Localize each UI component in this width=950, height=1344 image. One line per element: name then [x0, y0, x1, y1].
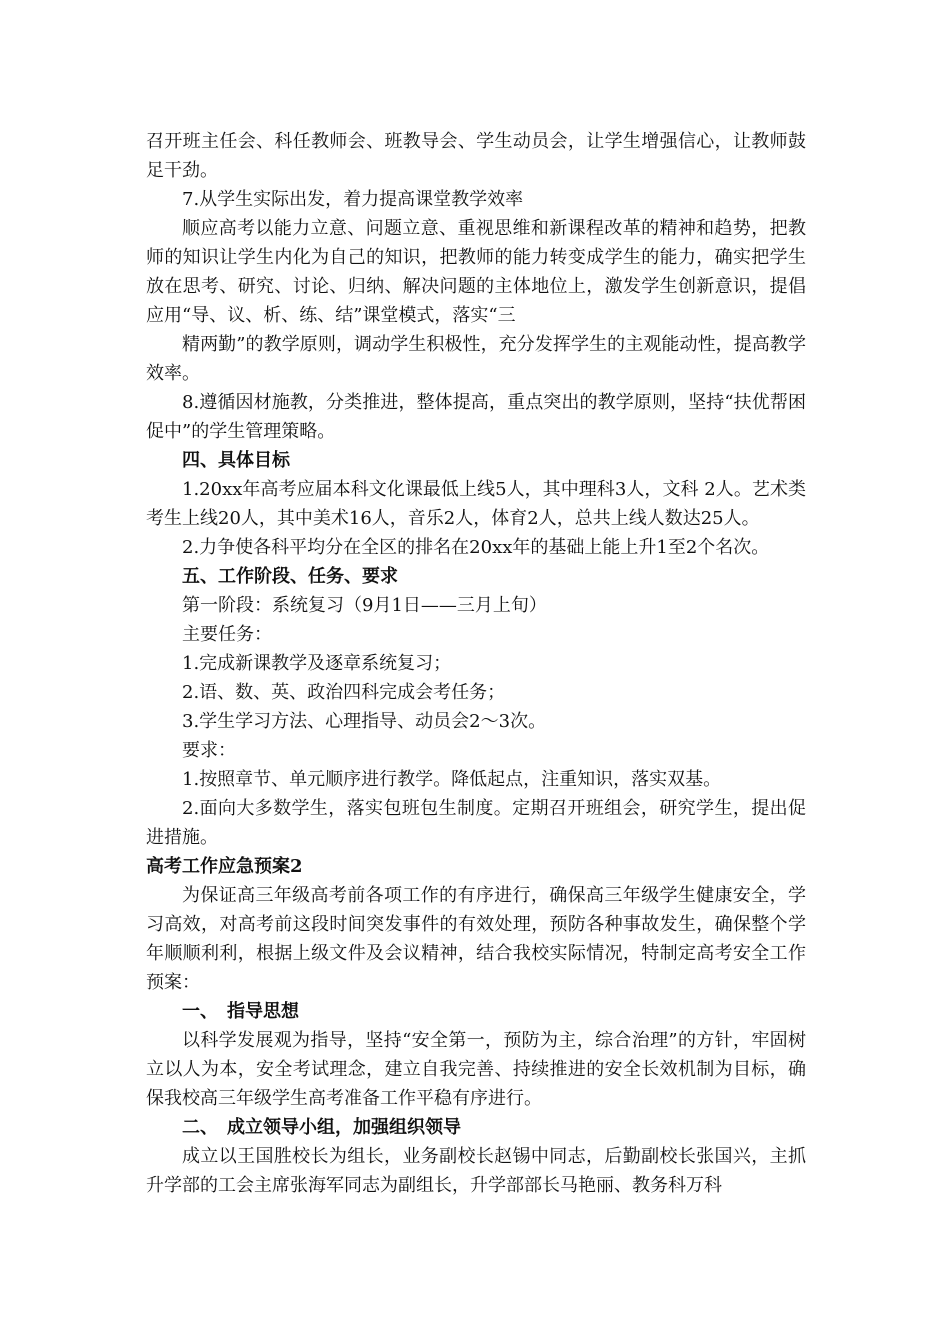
section-heading: 一、 指导思想: [182, 1001, 299, 1022]
paragraph: 成立以王国胜校长为组长，业务副校长赵锡中同志，后勤副校长张国兴，主抓升学部的工会主席张海军同志为副组长，升学部部长马艳丽、教务科万科: [146, 1146, 806, 1196]
paragraph: 8.遵循因材施教，分类推进，整体提高，重点突出的教学原则，坚持“扶优帮困促中”的学生管理策略。: [146, 392, 806, 442]
paragraph: 精两勤”的教学原则，调动学生积极性，充分发挥学生的主观能动性，提高教学效率。: [146, 334, 806, 384]
paragraph: 要求：: [182, 740, 236, 761]
paragraph: 1.20xx年高考应届本科文化课最低上线5人，其中理科3人，文科 2人。艺术类考生上线20人，其中美术16人，音乐2人，体育2人，总共上线人数达25人。: [146, 479, 806, 529]
paragraph: 为保证高三年级高考前各项工作的有序进行，确保高三年级学生健康安全，学习高效，对高考前这段时间突发事件的有效处理，预防各种事故发生，确保整个学年顺顺利利，根据上级文件及会议精神，结合我校实际情况，特制定高考安全工作预案：: [146, 885, 806, 993]
document-body: [146, 127, 806, 1200]
section-heading: 二、 成立领导小组，加强组织领导: [182, 1117, 461, 1138]
paragraph: 1.完成新课教学及逐章系统复习；: [182, 653, 452, 674]
paragraph: 以科学发展观为指导，坚持“安全第一，预防为主，综合治理”的方针，牢固树立以人为本，安全考试理念，建立自我完善、持续推进的安全长效机制为目标，确保我校高三年级学生高考准备工作平稳有序进行。: [146, 1030, 806, 1109]
section-heading: 高考工作应急预案2: [146, 856, 303, 877]
paragraph: 7.从学生实际出发，着力提高课堂教学效率: [182, 189, 524, 210]
paragraph: 3.学生学习方法、心理指导、动员会2～3次。: [182, 711, 547, 732]
paragraph: 主要任务：: [182, 624, 272, 645]
paragraph: 召开班主任会、科任教师会、班教导会、学生动员会，让学生增强信心，让教师鼓足干劲。: [146, 131, 806, 181]
paragraph: 1.按照章节、单元顺序进行教学。降低起点，注重知识，落实双基。: [182, 769, 722, 790]
paragraph: 2.语、数、英、政治四科完成会考任务；: [182, 682, 506, 703]
paragraph: 第一阶段：系统复习（9月1日——三月上旬）: [182, 595, 547, 616]
section-heading: 五、工作阶段、任务、要求: [182, 566, 398, 587]
section-heading: 四、具体目标: [182, 450, 290, 471]
paragraph: 顺应高考以能力立意、问题立意、重视思维和新课程改革的精神和趋势，把教师的知识让学生内化为自己的知识，把教师的能力转变成学生的能力，确实把学生放在思考、研究、讨论、归纳、解决问题的主体地位上，激发学生创新意识，提倡应用“导、议、析、练、结”课堂模式，落实“三: [146, 218, 806, 326]
paragraph: 2.面向大多数学生，落实包班包生制度。定期召开班组会，研究学生，提出促进措施。: [146, 798, 806, 848]
paragraph: 2.力争使各科平均分在全区的排名在20xx年的基础上能上升1至2个名次。: [182, 537, 770, 558]
